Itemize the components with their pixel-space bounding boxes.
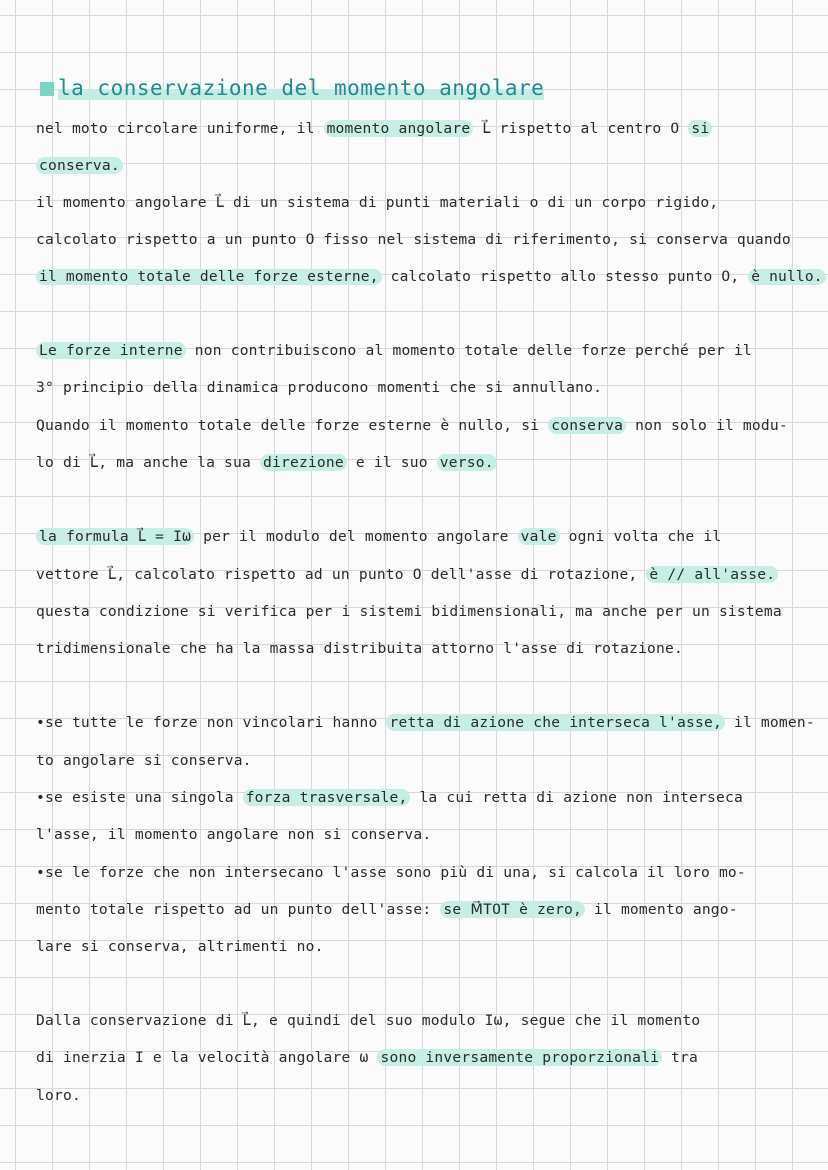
highlighted-text: verso. — [437, 454, 497, 471]
text-segment: •se tutte le forze non vincolari hanno — [36, 714, 387, 731]
text-line — [36, 638, 683, 660]
highlighted-text: sono inversamente proporzionali — [377, 1049, 662, 1066]
text-segment: lare si conserva, altrimenti no. — [36, 938, 324, 955]
text-line — [36, 526, 721, 548]
highlighted-text: il momento totale delle forze esterne, — [36, 269, 382, 285]
text-segment: il momento ango- — [585, 901, 738, 918]
text-line — [36, 899, 738, 921]
text-segment: tra — [662, 1049, 699, 1066]
text-line — [36, 824, 431, 846]
text-line — [36, 377, 602, 399]
text-segment: e il suo — [346, 454, 437, 471]
text-line — [36, 1085, 81, 1107]
text-line — [36, 1010, 700, 1032]
text-segment: lo di L⃗, ma anche la sua — [36, 454, 260, 471]
highlighted-text: è // all'asse. — [646, 566, 778, 583]
text-segment: non solo il modu- — [626, 417, 788, 434]
text-line — [36, 155, 123, 177]
highlighted-text: Le forze interne — [36, 342, 186, 359]
text-segment: il momen- — [724, 714, 815, 731]
text-line — [36, 787, 743, 809]
text-segment: ogni volta che il — [559, 528, 722, 545]
text-line — [36, 266, 826, 288]
text-segment: Quando il momento totale delle forze esterne è nullo, si — [36, 417, 549, 434]
text-line — [36, 192, 718, 214]
text-line — [36, 118, 712, 140]
text-segment: tridimensionale che ha la massa distribuita attorno l'asse di rotazione. — [36, 640, 684, 657]
text-line — [36, 452, 497, 474]
highlighted-text: è nullo. — [748, 269, 826, 285]
text-segment: Dalla conservazione di L⃗, e quindi del suo modulo Iω, segue che il momento — [36, 1012, 701, 1029]
text-segment: •se le forze che non intersecano l'asse sono più di una, si calcola il loro mo- — [36, 864, 746, 881]
highlighted-text: forza trasversale, — [243, 789, 411, 806]
text-segment: mento totale rispetto ad un punto dell'asse: — [36, 901, 441, 918]
text-line — [36, 750, 252, 772]
text-segment: to angolare si conserva. — [36, 752, 252, 769]
highlighted-text: direzione — [260, 454, 347, 471]
text-line — [36, 1047, 698, 1069]
text-line — [36, 936, 324, 958]
text-segment: •se esiste una singola — [36, 789, 243, 806]
text-segment: questa condizione si verifica per i sistemi bidimensionali, ma anche per un sistema — [36, 603, 782, 620]
text-segment: vettore L⃗, calcolato rispetto ad un punto O dell'asse di rotazione, — [36, 566, 647, 583]
page-title: la conservazione del momento angolare — [40, 76, 544, 100]
text-line — [36, 862, 746, 884]
text-line — [36, 340, 752, 362]
text-segment: 3° principio della dinamica producono momenti che si annullano. — [36, 379, 603, 396]
highlighted-text: la formula L⃗ = Iω — [36, 528, 194, 545]
text-line — [36, 712, 815, 734]
text-line — [36, 415, 788, 437]
highlighted-text: retta di azione che interseca l'asse, — [386, 714, 725, 731]
text-segment: il momento angolare L⃗ di un sistema di punti materiali o di un corpo rigido, — [36, 194, 719, 211]
highlighted-text: se M⃗TOT è zero, — [440, 901, 585, 918]
highlighted-text: momento angolare — [324, 120, 474, 137]
text-segment: l'asse, il momento angolare non si conserva. — [36, 826, 432, 843]
highlighted-text: conserva. — [36, 157, 123, 174]
text-segment: L⃗ rispetto al centro O — [473, 120, 689, 137]
text-segment: la cui retta di azione non interseca — [410, 789, 743, 806]
text-line — [36, 564, 778, 586]
text-segment: calcolato rispetto a un punto O fisso nel sistema di riferimento, si conserva quando — [36, 231, 791, 248]
text-segment: di inerzia I e la velocità angolare ω — [36, 1049, 378, 1066]
text-line — [36, 601, 782, 623]
highlighted-text: si — [688, 120, 712, 137]
text-line — [36, 229, 791, 251]
text-segment: nel moto circolare uniforme, il — [36, 120, 324, 137]
title-bullet-icon — [40, 82, 54, 96]
highlighted-text: conserva — [548, 417, 626, 434]
highlighted-text: vale — [518, 528, 560, 545]
text-segment: loro. — [36, 1087, 81, 1104]
text-segment: non contribuiscono al momento totale delle forze perché per il — [185, 342, 752, 359]
text-segment: per il modulo del momento angolare — [194, 528, 518, 545]
text-segment: calcolato rispetto allo stesso punto O, — [381, 269, 749, 285]
